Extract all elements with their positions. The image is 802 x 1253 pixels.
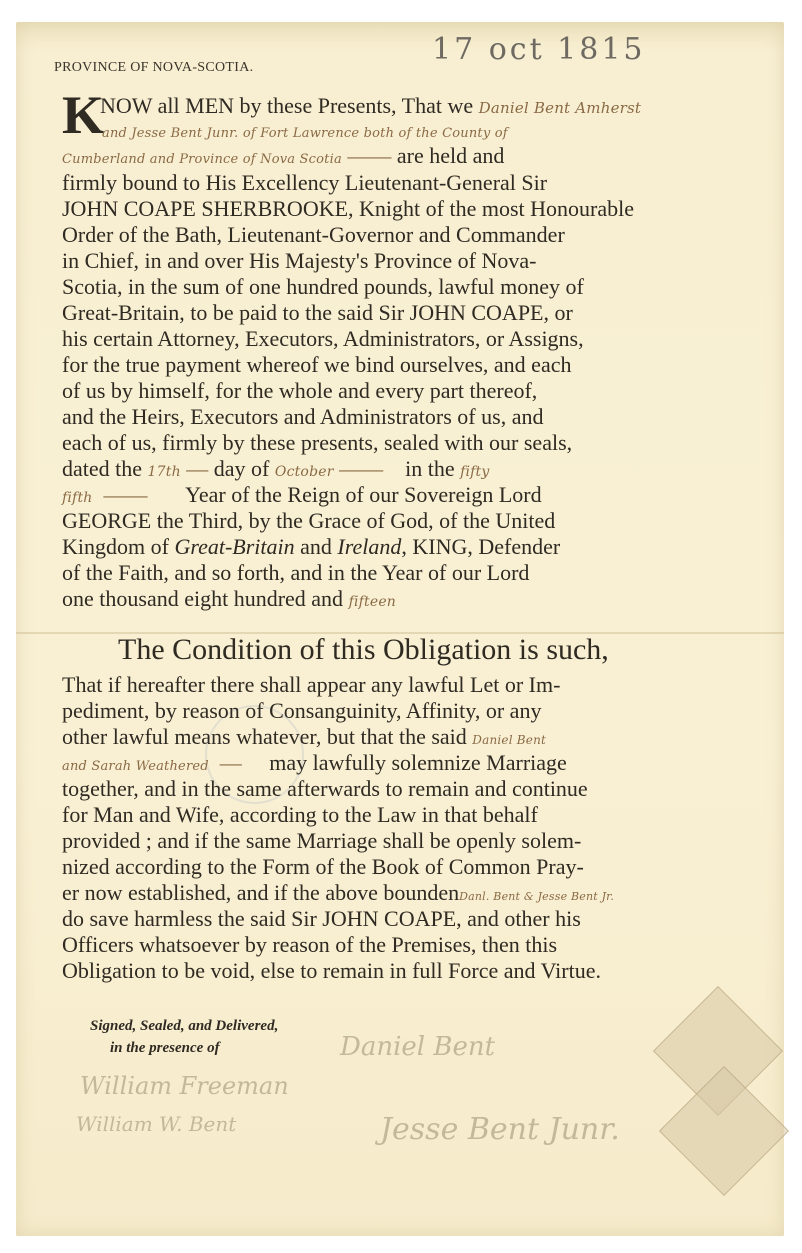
condition-line-10	[62, 906, 581, 932]
body-line-13: and the Heirs, Executors and Administrators of us, and	[62, 404, 544, 429]
printed-text: Great-Britain, to be paid to the said Sir	[62, 300, 410, 325]
signature-daniel-bent: Daniel Bent	[340, 1032, 496, 1062]
printed-name: JOHN COAPE	[322, 906, 457, 931]
condition-line-12: Obligation to be void, else to remain in full Force and Virtue.	[62, 958, 601, 983]
body-line-6: Order of the Bath, Lieutenant-Governor and Commander	[62, 222, 565, 247]
printed-name: JOHN COAPE SHERBROOKE	[62, 196, 349, 221]
body-line-16: fifth —— Year of the Reign of our Sovereign Lord	[62, 482, 542, 507]
condition-line-5: together, and in the same afterwards to remain and continue	[62, 776, 588, 801]
body-line-4: firmly bound to His Excellency Lieutenant-General Sir	[62, 170, 548, 195]
printed-text: Kingdom of	[62, 534, 175, 559]
body-line-1	[100, 93, 641, 121]
printed-text: are held and	[396, 143, 505, 168]
body-line-19: of the Faith, and so forth, and in the Year of our Lord	[62, 560, 530, 585]
printed-text: in the	[405, 456, 455, 481]
printed-text: er now established, and if the above bounden	[62, 880, 460, 905]
body-line-12: of us by himself, for the whole and every part thereof,	[62, 378, 538, 403]
condition-heading: The Condition of this Obligation is such,	[118, 633, 609, 666]
printed-text: Year of the Reign of our Sovereign Lord	[185, 482, 542, 507]
condition-line-2: pediment, by reason of Consanguinity, Affinity, or any	[62, 698, 542, 723]
body-line-14: each of us, firmly by these presents, sealed with our seals,	[62, 430, 573, 455]
printed-text: , KING, Defender	[401, 534, 561, 559]
condition-line-8: nized according to the Form of the Book of Common Pray-	[62, 854, 584, 879]
printed-text: , Knight of the most Honourable	[348, 196, 635, 221]
printed-text: and	[294, 534, 338, 559]
body-line-17: GEORGE the Third, by the Grace of God, of the United	[62, 508, 556, 533]
condition-line-4: and Sarah Weathered — may lawfully solemnize Marriage	[62, 750, 567, 775]
condition-line-3	[62, 724, 546, 753]
body-line-9	[62, 300, 573, 326]
handwritten-reign-year: fifty	[460, 464, 490, 480]
printed-italic: Great-Britain	[174, 534, 295, 559]
printed-text: NOW all MEN by these Presents, That we	[100, 93, 474, 118]
handwritten-year: fifteen	[348, 594, 397, 610]
witness-william-freeman: William Freeman	[80, 1072, 289, 1100]
handwritten-day: 17th	[147, 464, 181, 480]
printed-text: may lawfully solemnize Marriage	[269, 750, 567, 775]
printed-text: , and other his	[456, 906, 581, 931]
body-line-15: dated the 17th — day of October —— in the fifty	[62, 456, 490, 481]
body-line-8: Scotia, in the sum of one hundred pounds, lawful money of	[62, 274, 584, 299]
body-line-11: for the true payment whereof we bind ourselves, and each	[62, 352, 572, 377]
body-line-18	[62, 534, 560, 560]
printed-text: dated the	[62, 456, 143, 481]
printed-text: other lawful means whatever, but that the said	[62, 724, 467, 749]
handwritten-bounden: Danl. Bent & Jesse Bent Jr.	[459, 890, 615, 903]
handwritten-bride: and Sarah Weathered	[62, 759, 209, 774]
handwritten-county: Cumberland and Province of Nova Scotia	[62, 152, 342, 167]
drop-cap-k: K	[62, 85, 105, 145]
body-line-2: and Jesse Bent Junr. of Fort Lawrence both of the County of	[102, 126, 508, 141]
handwritten-groom: Daniel Bent	[472, 733, 547, 747]
signed-sealed-delivered: Signed, Sealed, and Delivered,	[90, 1018, 279, 1034]
document-header: PROVINCE OF NOVA-SCOTIA.	[54, 60, 254, 75]
handwritten-names: Daniel Bent Amherst	[478, 99, 642, 117]
handwritten-reign-year: fifth	[62, 490, 93, 506]
body-line-20	[62, 586, 396, 615]
handwritten-month: October	[274, 464, 334, 480]
printed-name: JOHN COAPE	[409, 300, 544, 325]
printed-text: one thousand eight hundred and	[62, 586, 344, 611]
body-line-7: in Chief, in and over His Majesty's Province of Nova-	[62, 248, 537, 273]
signature-jesse-bent: Jesse Bent Junr.	[380, 1112, 620, 1147]
printed-italic: Ireland	[337, 534, 402, 559]
condition-line-11: Officers whatsoever by reason of the Premises, then this	[62, 932, 558, 957]
body-line-3: Cumberland and Province of Nova Scotia —— are held and	[62, 143, 505, 168]
condition-line-1: That if hereafter there shall appear any lawful Let or Im-	[62, 672, 561, 697]
body-line-10: his certain Attorney, Executors, Administrators, or Assigns,	[62, 326, 584, 351]
witness-william-bent: William W. Bent	[76, 1112, 237, 1136]
in-presence-of: in the presence of	[110, 1040, 220, 1056]
pencil-date: 17 oct 1815	[432, 32, 646, 67]
printed-text: , or	[543, 300, 573, 325]
body-line-5	[62, 196, 634, 222]
printed-text: do save harmless the said Sir	[62, 906, 323, 931]
printed-text: day of	[213, 456, 270, 481]
condition-line-6: for Man and Wife, according to the Law in that behalf	[62, 802, 538, 827]
condition-line-7: provided ; and if the same Marriage shall be openly solem-	[62, 828, 582, 853]
